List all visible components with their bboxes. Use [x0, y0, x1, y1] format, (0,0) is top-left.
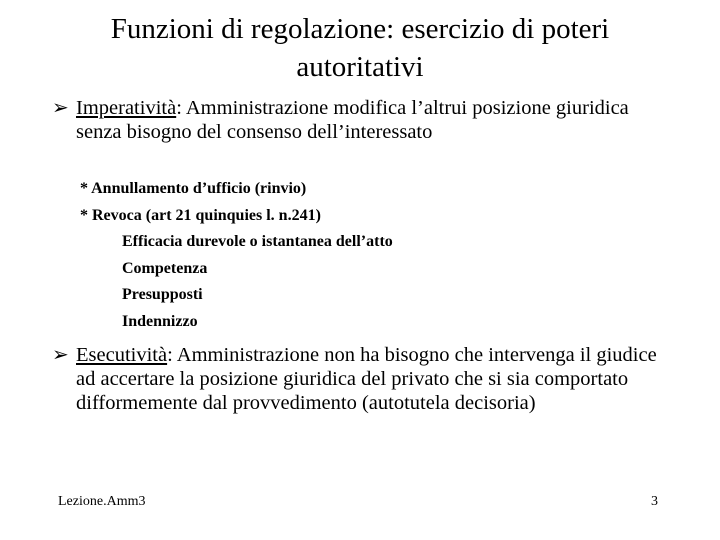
slide-title-line-1: Funzioni di regolazione: esercizio di poteri — [110, 13, 610, 45]
subitem-annullamento: * Annullamento d’ufficio (rinvio) — [80, 180, 307, 197]
footer-label: Lezione.Amm3 — [58, 494, 146, 509]
page-number: 3 — [651, 494, 658, 509]
bullet-text — [76, 343, 672, 415]
bullet-description: : Amministrazione non ha bisogno che intervenga il giudice ad accertare la posizione giuridica del privato che si sia comportato difformemente dal provvedimento (autotutela decisoria) — [76, 344, 657, 414]
slide-title-line-2: autoritativi — [296, 51, 424, 83]
subitem-competenza: Competenza — [122, 259, 208, 277]
arrow-bullet-icon: ➢ — [52, 344, 69, 366]
subitem-indennizzo: Indennizzo — [122, 312, 198, 330]
bullet-text — [76, 96, 672, 144]
arrow-bullet-icon: ➢ — [52, 97, 69, 119]
bullet-esecutivita — [52, 343, 672, 415]
bullet-imperativita — [52, 96, 672, 144]
subitem-revoca: * Revoca (art 21 quinquies l. n.241) — [80, 206, 321, 224]
bullet-term: Imperatività — [76, 97, 177, 119]
bullet-term: Esecutività — [76, 344, 168, 366]
slide-title — [30, 10, 690, 86]
subitem-presupposti: Presupposti — [122, 286, 203, 303]
subitem-list — [80, 176, 393, 335]
subitem-efficacia: Efficacia durevole o istantanea dell’atto — [122, 233, 393, 250]
bullet-description: : Amministrazione modifica l’altrui posizione giuridica senza bisogno del consenso dell’interessato — [76, 97, 629, 143]
